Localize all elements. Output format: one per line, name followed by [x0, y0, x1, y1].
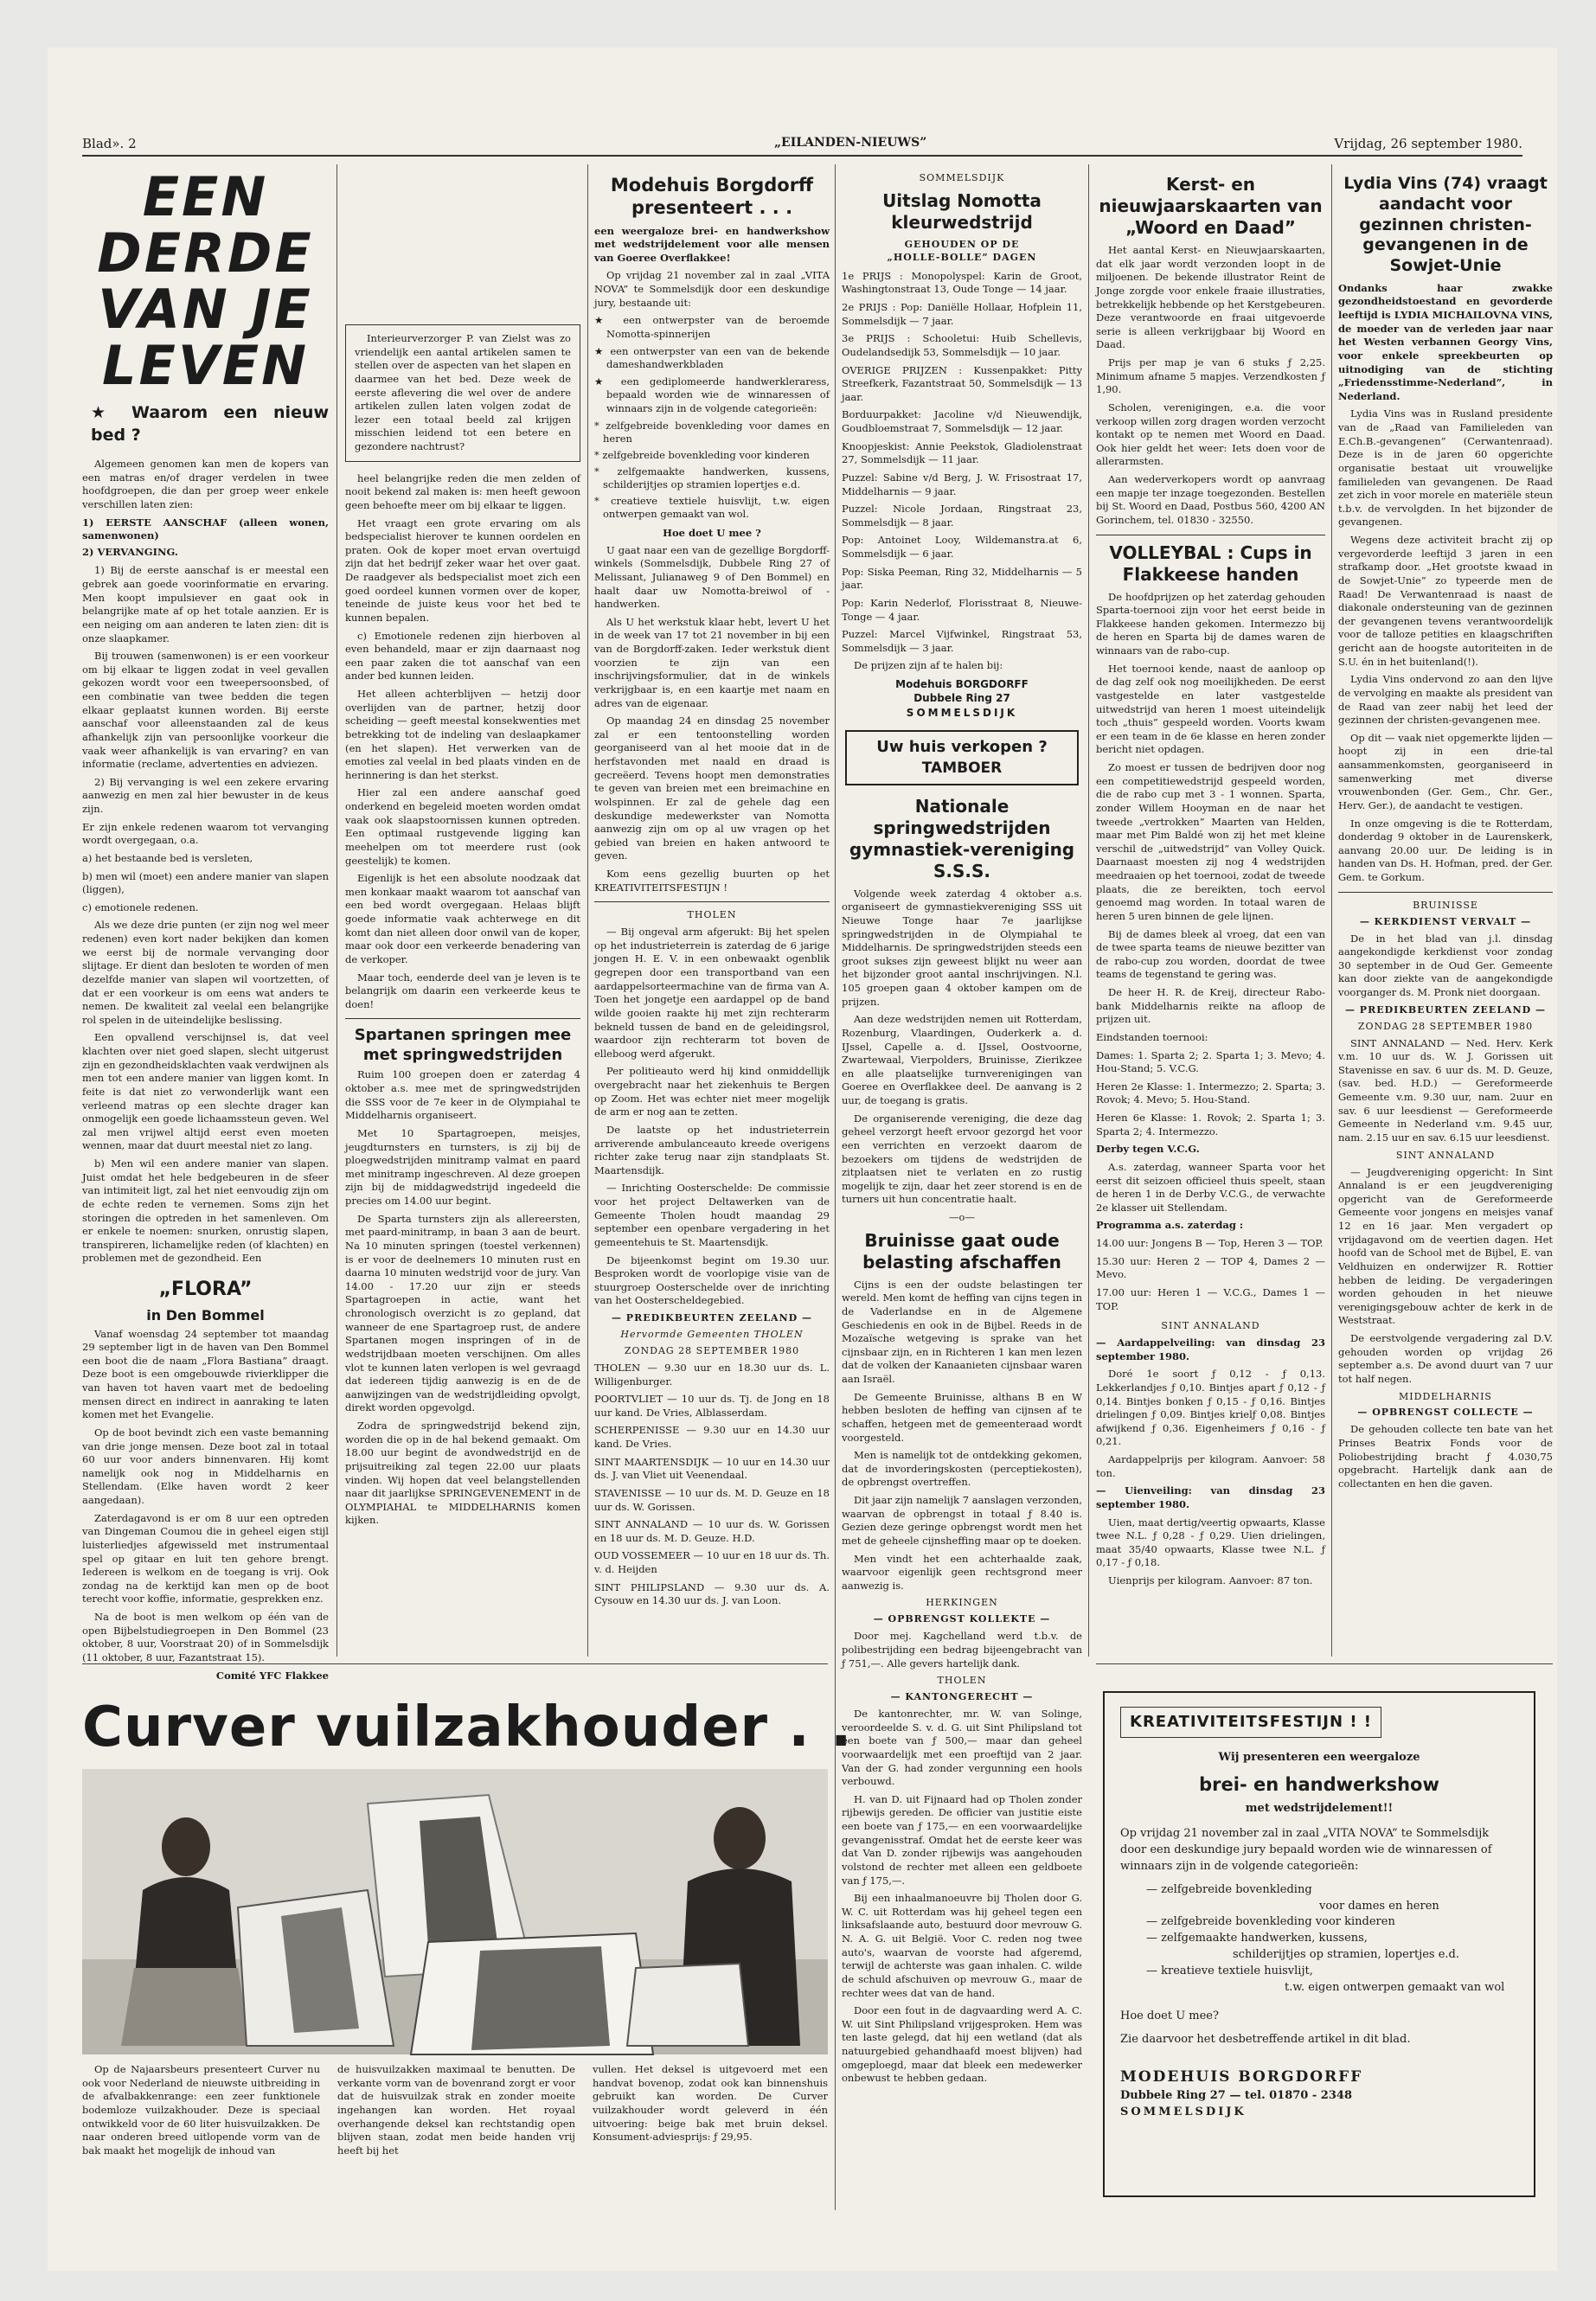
list-item: ★ een gediplomeerde handwerkleraress, bepaald worden wie de winnaressen of winnaars zijn in de volgende categorieën:: [594, 375, 830, 414]
prize-item: 2e PRIJS : Pop: Daniëlle Hollaar, Hofplein 11, Sommelsdijk — 7 jaar.: [842, 301, 1082, 327]
ad-item: — zelfgebreide bovenkleding voor kinderen: [1146, 1915, 1395, 1929]
paragraph: De organiserende vereniging, die deze dag geheel verzorgt heeft ervoor gezorgd het voor een verrichten en verzoekt daarom de bezoekers om tijdens de wedstrijden de zitplaatsen niet te verlaten en zo rustig mogelijk te zijn, daar het zeer storend is en de turners uit hun concentratie haalt.: [842, 1112, 1082, 1206]
paragraph: Aan wederverkopers wordt op aanvraag een mapje ter inzage toegezonden. Bestellen bij St. Woord en Daad, Postbus 560, 4200 AN Gorinchem, tel. 01830 - 32550.: [1096, 473, 1325, 526]
prize-item: Borduurpakket: Jacoline v/d Nieuwendijk, Goudbloemstraat 7, Sommelsdijk — 12 jaar.: [842, 408, 1082, 435]
ad-item: — zelfgebreide bovenkleding: [1146, 1882, 1312, 1896]
paragraph: Volgende week zaterdag 4 oktober a.s. organiseert de gymnastiekvereniging SSS uit Nieuwe Tonge haar 7e jaarlijkse springwedstrijden in de Olympiahal te Middelharnis. De springwedstrijden steeds een groot sukses zijn geweest blijkt nu weer aan het bijzonder groot aantal inschrijvingen. N.l. 105 groepen gaan 4 oktober kampen om de prijzen.: [842, 887, 1082, 1008]
paragraph: Met 10 Spartagroepen, meisjes, jeugdturnsters en turnsters, is zij bij de ploegwedstrijden minitramp valmat en paard met minitramp ingeschreven. Al deze groepen zijn bij de middagwedstrijd ingedeeld die precies om 14.00 uur begint.: [345, 1126, 580, 1207]
paragraph: Lydia Vins was in Rusland presidente van de „Raad van Familieleden van E.Ch.B.-gevangenen” (Cerwantenraad). Deze is in de jaren 60 opgerichte organisatie bestaat uit vrouwelijke familieleden van gevangenen. De Raad zet zich in voor morele en materiële steun t.b.v. de vervolgden. In het bijzonder de gevangenen.: [1338, 407, 1553, 529]
subheading: Hoe doet U mee ?: [663, 527, 761, 539]
paragraph: Door een fout in de dagvaarding werd A. C. W. uit Sint Philipsland vrijgesproken. Hem was ten laste gelegd, dat hij een wetland (dat als natuurgebied gehandhaafd moest blijven) had omgeploegd, maar dat bleek een medewerker onbewust te hebben gedaan.: [842, 2004, 1082, 2085]
paragraph: Cijns is een der oudste belastingen ter wereld. Men komt de heffing van cijns tegen in de Vaderlandse en in de Algemene Geschiedenis en ook in de Bijbel. Reeds in de Mozaïsche wetgeving is sprake van het cijnsbaar zijn, en in Richteren 1 kan men lezen dat de volken der Kanaanieten cijnsbaar waren aan Israël.: [842, 1278, 1082, 1385]
paragraph: De in het blad van j.l. dinsdag aangekondigde kerkdienst voor zondag 30 september in de Oud Ger. Gemeente kan door ziekte van de aangekondigde voorganger ds. M. Pronk niet doorgaan.: [1338, 932, 1553, 999]
section-sub: — KANTONGERECHT —: [890, 1691, 1034, 1703]
paragraph: De eerstvolgende vergadering zal D.V. gehouden worden op vrijdag 26 september a.s. De avond duurt van 7 uur tot half negen.: [1338, 1332, 1553, 1385]
curver-photo: [82, 1769, 828, 2054]
paragraph: Zo moest er tussen de bedrijven door nog een competitiewedstrijd gespeeld worden, die de rabo cup met 3 - 1 wonnen. Sparta, zonder Willem Hooyman en de naar het tweede „vertrokken” Maarten van Helden, maar met Pim Baldé won zij het met kleine verschil de „uitwedstrijd” van Volley Quick. Daarnaast moesten zij nog 4 wedstrijden meedraaien op het toernooi, zodat de tweede plaats, die ze bereikten, toch eervol genoemd mag worden. In totaal waren de heren 5 uren binnen de gele lijnen.: [1096, 761, 1325, 922]
paper-name: „EILANDEN-NIEUWS”: [774, 136, 927, 150]
paragraph: Bij een inhaalmanoeuvre bij Tholen door G. W. C. uit Rotterdam was hij geheel tegen een linksafslaande auto, bestuurd door mevrouw G. N. A. G. uit België. Voor C. reden nog twee auto's, waarvan de voorste had afgeremd, terwijl de achterste was gaan inhalen. C. wilde de schuld afschuiven op mevrouw G., maar de rechter wees dat van de hand.: [842, 1892, 1082, 1999]
prize-item: 3e PRIJS : Schooletui: Huib Schellevis, Oudelandsedijk 53, Sommelsdijk — 10 jaar.: [842, 332, 1082, 358]
ad-line: TAMBOER: [921, 759, 1003, 777]
paragraph: Het aantal Kerst- en Nieuwjaarskaarten, dat elk jaar wordt verzonden loopt in de miljoenen. De bekende illustrator Reint de Jonge zorgde voor enkele fraaie illustraties, betrekkelijk hebbende op het Kerstgebeuren. Deze verantwoorde en fraai uitgevoerde serie is alleen verkrijgbaar bij Woord en Daad.: [1096, 244, 1325, 351]
paragraph: b) Men wil een andere manier van slapen. Juist omdat het hele bedgebeuren in de sfeer van intimiteit ligt, zal het niet eenvoudig zijn om de echte reden te vernemen. Soms zijn het storingen die optreden in het samenleven. Om er enkele te noemen: snurken, onrustig slapen, transpireren, lichamelijke reden (of klachten) en problemen met de gezondheid. Een: [82, 1157, 329, 1265]
paragraph: Algemeen genomen kan men de kopers van een matras en/of drager verdelen in twee hoofdgroepen, die dan per groep weer enkele verschillen laten zien:: [82, 458, 329, 510]
paragraph: Zaterdagavond is er om 8 uur een optreden van Dingeman Coumou die in geheel eigen stijl luisterliedjes afgewisseld met instrumentaal spel op gitaar en luit ten gehore brengt. Iedereen is welkom en de toegang is vrij. Ook zondag na de kerktijd kan men op de boot terecht voor koffie, informatie, gesprekken enz.: [82, 1511, 329, 1606]
list-item: SCHERPENISSE — 9.30 uur en 14.30 uur kand. De Vries.: [594, 1424, 830, 1451]
result-line: Dames: 1. Sparta 2; 2. Sparta 1; 3. Mevo; 4. Hou-Stand; 5. V.C.G.: [1096, 1048, 1325, 1075]
paragraph: — Aardappelveiling: van dinsdag 23 september 1980.: [1096, 1336, 1325, 1362]
paragraph: Aardappelprijs per kilogram. Aanvoer: 58 ton.: [1096, 1453, 1325, 1479]
list-item: SINT MAARTENSDIJK — 10 uur en 14.30 uur ds. J. van Vliet uit Veenendaal.: [594, 1455, 830, 1482]
jury-list: [594, 314, 830, 415]
paragraph: Aan deze wedstrijden nemen uit Rotterdam, Rozenburg, Vlaardingen, Ouderkerk a. d. IJssel, Capelle a. d. IJssel, Oostvoorne, Zwartewaal, Vierpolders, Bruinisse, Zierikzee en alle plaatselijke turnverenigingen van Goeree en Overflakkee deel. De aanvang is 2 uur, de toegang is gratis.: [842, 1013, 1082, 1106]
signature: Comité YFC Flakkee: [215, 1669, 329, 1682]
paragraph: a) het bestaande bed is versleten,: [82, 851, 253, 864]
prize-item: Puzzel: Nicole Jordaan, Ringstraat 23, Sommelsdijk — 8 jaar.: [842, 503, 1082, 529]
list-item: THOLEN — 9.30 uur en 18.30 uur ds. L. Willigenburger.: [594, 1361, 830, 1388]
signature: SOMMELSDIJK: [906, 706, 1018, 719]
ad-item: — zelfgemaakte handwerken, kussens,: [1146, 1932, 1368, 1945]
section-sub: Hervormde Gemeenten THOLEN: [620, 1329, 804, 1341]
section-head: SOMMELSDIJK: [919, 172, 1005, 183]
paragraph: Lydia Vins ondervond zo aan den lijve de vervolging en maakte als president van de Raad van zeer nabij het leed der gezinnen der christen-gevangenen mee.: [1338, 673, 1553, 727]
ad-paragraph: Op vrijdag 21 november zal in zaal „VITA NOVA” te Sommelsdijk door een deskundige jury bepaald worden wie de winnaressen of winnaars zijn in de volgende categorieën:: [1120, 1827, 1492, 1873]
paragraph: c) Emotionele redenen zijn hierboven al even behandeld, maar er zijn daarnaast nog een paar zaken die tot aanschaf van een ander bed kunnen leiden.: [345, 629, 580, 683]
ad-line: Wij presenteren een weergaloze: [1218, 1751, 1420, 1765]
ad-line: met wedstrijdelement!!: [1245, 1802, 1394, 1816]
paragraph: U gaat naar een van de gezellige Borgdorff-winkels (Sommelsdijk, Dubbele Ring 27 of Melissant, Julianaweg 9 of Den Bommel) en haalt daar uw Nomotta-breiwol of -handwerken.: [594, 543, 830, 611]
list-item: 1) EERSTE AANSCHAF (alleen wonen, samenwonen): [82, 516, 329, 542]
kreativiteitsfestijn-ad: [1103, 1691, 1535, 2197]
paragraph: een weergaloze brei- en handwerkshow met wedstrijdelement voor alle mensen van Goeree Overflakkee!: [594, 224, 830, 264]
paragraph: Als we deze drie punten (er zijn nog wel meer redenen) even kort nader bekijken dan komen we eerst bij de normale vervanging door slijtage. Er dient dan besloten te worden of men dezelfde manier van slapen wil voortzetten, of dat er een voorkeur is om eens wat anders te nemen. De kwaliteit zal veelal een belangrijke rol spelen in de uiteindelijke beslissing.: [82, 919, 329, 1026]
article-title-line2: VAN JE LEVEN: [98, 278, 313, 398]
paragraph: Doré 1e soort ƒ 0,12 - ƒ 0,13. Lekkerlandjes ƒ 0,10. Bintjes apart ƒ 0,12 - ƒ 0,14. Bintjes bonken ƒ 0,15 - ƒ 0,16. Bintjes drielingen ƒ 0,09. Bintjes krielƒ 0,08. Bintjes afwijkend ƒ 0,36. Eigenheimers ƒ 0,16 - ƒ 0,21.: [1096, 1368, 1325, 1448]
section-sub: — OPBRENGST COLLECTE —: [1357, 1407, 1534, 1419]
paragraph: De kantonrechter, mr. W. van Solinge, veroordeelde S. v. d. G. uit Sint Philipsland tot een boete van ƒ 500,— maar dan geheel voorwaardelijk met een proeftijd van 2 jaar. Van der G. had zonder vergunning een hools verbouwd.: [842, 1708, 1082, 1788]
ad-item: schilderijtjes op stramien, lopertjes e.d.: [1233, 1948, 1460, 1962]
column-6: [1338, 169, 1553, 1657]
prize-item: Puzzel: Sabine v/d Berg, J. W. Frisostraat 17, Middelharnis — 9 jaar.: [842, 471, 1082, 497]
paragraph: Ruim 100 groepen doen er zaterdag 4 oktober a.s. mee met de springwedstrijden die SSS voor de 7e keer in de Olympiahal te Middelharnis organiseert.: [345, 1068, 580, 1122]
paragraph: Kom eens gezellig buurten op het KREATIVITEITSFESTIJN !: [594, 868, 830, 894]
modehuis-title: Modehuis Borgdorff presenteert . . .: [610, 175, 814, 219]
paragraph: Een opvallend verschijnsel is, dat veel klachten over niet goed slapen, slecht uitgerust zijn en gezondheidsklachten vaak verdwijnen als men tot een andere manier van liggen komt. In feite is dat niet zo verwonderlijk want een verleend matras op een slechte drager kan onmogelijk een goede lichaamssteun geven. Wel zal men vrijwel altijd eerst even moeten wennen, maar dat duurt meestal niet zo lang.: [82, 1031, 329, 1152]
page-header: [82, 134, 1522, 157]
ad-signature: SOMMELSDIJK: [1120, 2105, 1247, 2118]
paragraph: Men is namelijk tot de ontdekking gekomen, dat de invorderingskosten (perceptiekosten), de opbrengst overtreffen.: [842, 1449, 1082, 1489]
result-line: Heren 2e Klasse: 1. Intermezzo; 2. Sparta; 3. Rovok; 4. Mevo; 5. Hou-Stand.: [1096, 1080, 1325, 1106]
ad-item: t.w. eigen ontwerpen gemaakt van wol: [1285, 1980, 1505, 1994]
page-number: Blad». 2: [82, 136, 137, 151]
section-date: ZONDAG 28 SEPTEMBER 1980: [1357, 1020, 1534, 1032]
article-subtitle: ★ Waarom een nieuw bed ?: [91, 403, 329, 445]
flora-title: „FLORA”: [158, 1279, 253, 1301]
tamboer-ad: [845, 730, 1079, 785]
paragraph: 2) Bij vervanging is wel een zekere ervaring aanwezig en men zal hier bewuster in de keus zijn.: [82, 775, 329, 816]
paragraph: Scholen, verenigingen, e.a. die voor verkoop willen zorg dragen worden verzocht kontakt op te nemen met Woord en Daad. Ook hier geldt het weer: Iets doen voor de allerarmsten.: [1096, 401, 1325, 468]
paragraph: Maar toch, eenderde deel van je leven is te belangrijk om daarin een verkeerde keus te doen!: [345, 971, 580, 1010]
prize-item: Knoopjeskist: Annie Peekstok, Gladiolenstraat 27, Sommelsdijk — 11 jaar.: [842, 439, 1082, 466]
ad-signature: MODEHUIS BORGDORFF: [1120, 2068, 1363, 2086]
paragraph: Op dit — vaak niet opgemerkte lijden — hoopt zij in een drie-tal aansammenkomsten, georganiseerd in samenwerking met diverse vrouwenbonden (Ger. Gem., Chr. Ger., Herv. Ger.), de aandacht te vestigen.: [1338, 731, 1553, 811]
result-line: Heren 6e Klasse: 1. Rovok; 2. Sparta 1; 3. Sparta 2; 4. Intermezzo.: [1096, 1112, 1325, 1138]
ad-line: Hoe doet U mee?: [1120, 2009, 1219, 2022]
paragraph: Prijs per map je van 6 stuks ƒ 2,25. Minimum afname 5 mapjes. Verzendkosten ƒ 1,90.: [1096, 356, 1325, 396]
paragraph: Op de Najaarsbeurs presenteert Curver nu ook voor Nederland de nieuwste uitbreiding in de afvalbakkenrange: een zeer funktionele bodemloze vuilzakhouder. Deze is speciaal ontwikkeld voor de 60 liter huisvuilzakken. De naar onderen breed uitlopende vorm van de bak maakt het mogelijk de inhoud van: [82, 2063, 320, 2157]
column-5: [1096, 169, 1325, 1657]
list: [82, 516, 329, 560]
list-item: SINT PHILIPSLAND — 9.30 uur ds. A. Cysouw en 14.30 uur ds. J. van Loon.: [594, 1580, 830, 1607]
paragraph: Op de boot bevindt zich een vaste bemanning van drie jonge mensen. Deze boot zal in totaal 60 uur voor anders binnenvaren. Hij komt namelijk ook nog in Middelharnis en Stellendam. (Elke haven wordt 2 keer aangedaan).: [82, 1426, 329, 1507]
paragraph: De heer H. R. de Kreij, directeur Rabo-bank Middelharnis reikte na afloop de prijzen uit.: [1096, 986, 1325, 1026]
signature: Dubbele Ring 27: [913, 692, 1010, 705]
paragraph: De prijzen zijn af te halen bij:: [854, 659, 1003, 672]
paragraph: Ondanks haar zwakke gezondheidstoestand en gevorderde leeftijd is LYDIA MICHAILOVNA VINS, de moeder van de verleden jaar naar het Westen verbannen Georgy Vins, voor enkele spreekbeurten op uitnodiging van de stichting „Friedensstimme-Nederland”, in Nederland.: [1338, 281, 1553, 402]
program-line: 14.00 uur: Jongens B — Top, Heren 3 — TOP.: [1096, 1237, 1324, 1249]
ad-line: Zie daarvoor het desbetreffende artikel in dit blad.: [1120, 2032, 1411, 2046]
paragraph: Hier zal een andere aanschaf goed onderkend en begeleid moeten worden omdat vaak ook slaapstoornissen kunnen optreden. Een optimaal rustgevende ligging kan meehelpen om tot meerdere rust (ook geestelijk) te komen.: [345, 786, 580, 867]
paragraph: 1) Bij de eerste aanschaf is er meestal een gebrek aan goede voorinformatie en ervaring. Men koopt impulsiever en gaat ook in belangrijke mate af op het totale aanzien. Er is een neiging om aan anderen te laten zien: dit is onze slaapkamer.: [82, 564, 329, 644]
prize-item: OVERIGE PRIJZEN : Kussenpakket: Pitty Streefkerk, Fazantstraat 50, Sommelsdijk — 13 jaar.: [842, 363, 1082, 403]
lydia-vins-title: Lydia Vins (74) vraagt aandacht voor gezinnen christen-gevangenen in de Sowjet-Unie: [1343, 174, 1548, 275]
paragraph: Uienprijs per kilogram. Aanvoer: 87 ton.: [1108, 1574, 1313, 1587]
paragraph: c) emotionele redenen.: [82, 901, 199, 913]
curver-text-3: [593, 2063, 828, 2219]
column-1: [82, 165, 329, 1682]
ad-line: Uw huis verkopen ?: [876, 738, 1048, 757]
paragraph: Men vindt het een achterhaalde zaak, waarvoor eigenlijk geen rechtsgrond meer aanwezig is.: [842, 1552, 1082, 1592]
column-2: [345, 324, 580, 1657]
category-list: [594, 420, 830, 522]
ad-headline: brei- en handwerkshow: [1199, 1773, 1439, 1795]
ad-title: KREATIVITEITSFESTIJN ! !: [1120, 1707, 1381, 1738]
curver-text-2: [337, 2063, 575, 2219]
paragraph: vullen. Het deksel is uitgevoerd met een handvat bovenop, zodat ook kan binnenshuis gebruikt kan worden. De Curver vuilzakhouder wordt geleverd in één uitvoering: beige bak met bruin deksel. Konsument-adviesprijs: ƒ 29,95.: [593, 2063, 828, 2144]
list-item: 2) VERVANGING.: [82, 545, 178, 558]
paragraph: Eigenlijk is het een absolute noodzaak dat men konkaar maakt waarom tot aanschaf van een bed wordt overgegaan. Helaas blijft goede informatie vaak achterwege en dit komt dan niet alleen door onwil van de koper, maar ook door een verkeerde benadering van de verkoper.: [345, 872, 580, 965]
list-item: OUD VOSSEMEER — 10 uur en 18 uur ds. Th. v. d. Heijden: [594, 1549, 830, 1576]
paragraph: De bijeenkomst begint om 19.30 uur. Besproken wordt de voorlopige visie van de stuurgroep Oosterschelde over de inrichting van het Oosterscheldegebied.: [594, 1253, 830, 1307]
paragraph: Na de boot is men welkom op één van de open Bijbelstudiegroepen in Den Bommel (23 oktober, 8 uur, Voorstraat 20) of in Sommelsdijk (11 oktober, 8 uur, Fazantstraat 15).: [82, 1611, 329, 1663]
prize-item: Pop: Karin Nederlof, Florisstraat 8, Nieuwe-Tonge — 4 jaar.: [842, 596, 1082, 623]
paragraph: Bij trouwen (samenwonen) is er een voorkeur om bij elkaar te liggen zodat in veel gevallen gekozen wordt voor een tweepersoonsbed, of een combinatie van twee bedden die tegen elkaar geplaatst kunnen worden. Bij eerste aanschaf voor alleenstaanden zal de keus afhankelijk zijn van persoonlijke voorkeur die vaak weer afhankelijk is van ervaring? en van informatie (reclame, advertenties en adviezen.: [82, 650, 329, 771]
paragraph: Op maandag 24 en dinsdag 25 november zal er een tentoonstelling worden georganiseerd van al het mooie dat in de herfstavonden met naald en draad is gecreëerd. Tevens hoopt men demonstraties te geven van breien met een breimachine en wolspinnen. Er zal de gehele dag een deskundige medewerkster van Nomotta aanwezig zijn om op al uw vragen op het gebied van breien en haken antwoord te geven.: [594, 715, 830, 862]
paragraph: SINT ANNALAND — Ned. Herv. Kerk v.m. 10 uur ds. W. J. Gorissen uit Stavenisse en sav. 6 uur ds. M. D. Geuze, (sav. bed. H.D.) — Gereformeerde Gemeente v.m. 9.30 uur, nam. 2uur en sav. 6 uur leesdienst — Gereformeerde Gemeente in Nederland v.m. 9.45 uur, nam. 2.15 uur en sav. 6.15 uur leesdienst.: [1338, 1036, 1553, 1144]
paragraph: Als U het werkstuk klaar hebt, levert U het in de week van 17 tot 21 november in bij een van de Borgdorff-zaken. Ieder werkstuk dient voorzien te zijn van een inschrijvingsformulier, dat in de winkels verkrijgbaar is, en een kaartje met naam en adres van de eigenaar.: [594, 615, 830, 709]
paragraph: de huisvuilzakken maximaal te benutten. De verkante vorm van de bovenrand zorgt er voor dat de huisvuilzak strak en zonder moeite ingehangen kan worden. Het royaal overhangende deksel kan rechtstandig open blijven staan, zodat men beide handen vrij heeft bij het: [337, 2063, 575, 2157]
paragraph: Door mej. Kagchelland werd t.b.v. de polibestrijding een bedrag bijeengebracht van ƒ 751,—. Alle gevers hartelijk dank.: [842, 1630, 1082, 1670]
list-item: * zelfgebreide bovenkleding voor dames en heren: [594, 419, 830, 445]
paragraph: Per politieauto werd hij kind onmiddellijk overgebracht naar het ziekenhuis te Bergen op Zoom. Het was echter niet meer mogelijk de arm er nog aan te zetten.: [594, 1065, 830, 1118]
subheading: Programma a.s. zaterdag :: [1096, 1219, 1244, 1232]
paragraph: Zodra de springwedstrijd bekend zijn, worden die op in de hal bekend gemaakt. Om 18.00 uur begint de avondwedstrijd en de prijsuitreiking zal tegen 22.00 uur plaats vinden. Wij hopen dat veel belangstellenden naar dit jaarlijkse SPRINGEVENEMENT in de OLYMPIAHAL te MIDDELHARNIS komen kijken.: [345, 1420, 580, 1527]
issue-date: Vrijdag, 26 september 1980.: [1334, 136, 1522, 151]
section-date: ZONDAG 28 SEPTEMBER 1980: [624, 1344, 800, 1356]
list-item: * zelfgemaakte handwerken, kussens, schilderijtjes op stramien lopertjes e.d.: [594, 465, 830, 491]
list-item: ★ een ontwerpster van de beroemde Nomotta-spinnerijen: [594, 314, 830, 340]
gym-title: Nationale springwedstrijden gymnastiek-vereniging S.S.S.: [849, 795, 1075, 881]
column-3: [594, 169, 830, 1657]
section-head: SINT ANNALAND: [1395, 1149, 1496, 1161]
curver-text-1: [82, 2063, 320, 2219]
section-head: THOLEN: [687, 909, 737, 921]
intro-box: Interieurverzorger P. van Zielst was zo vriendelijk een aantal artikelen samen te stellen over de aspecten van het slapen en daarmee van het bed. Deze week de eerste aflevering die wel over de andere artikelen zullen laten volgen zodat de lezer een totaal beeld zal krijgen misschien leidend tot een betere en gezondere nachtrust?: [345, 324, 580, 462]
list-item: * creatieve textiele huisvlijt, t.w. eigen ontwerpen gemaakt van wol.: [594, 494, 830, 521]
section-head: MIDDELHARNIS: [1399, 1390, 1492, 1402]
section-sub: — OPBRENGST KOLLEKTE —: [873, 1613, 1051, 1625]
section-head: — PREDIKBEURTEN ZEELAND —: [611, 1312, 813, 1324]
prize-item: Pop: Antoinet Looy, Wildemanstra.at 6, Sommelsdijk — 6 jaar.: [842, 534, 1082, 561]
paragraph: Het alleen achterblijven — hetzij door overlijden van de partner, hetzij door scheiding — geeft meestal konsekwenties met betrekking tot de indeling van deslaapkamer (en het slapen). Het verwerken van de emoties zal veelal in bed plaats vinden en de herinnering is dan het sterkst.: [345, 688, 580, 781]
list-item: ★ een ontwerpster van een van de bekende dameshandwerkbladen: [594, 344, 830, 371]
list-item: SINT ANNALAND — 10 uur ds. W. Gorissen en 18 uur ds. M. D. Geuze. H.D.: [594, 1518, 830, 1544]
ad-item: voor dames en heren: [1319, 1899, 1439, 1913]
section-sub: — KERKDIENST VERVALT —: [1359, 915, 1532, 927]
list-item: POORTVLIET — 10 uur ds. Tj. de Jong en 18 uur kand. De Vries, Alblasserdam.: [594, 1393, 830, 1419]
woord-daad-title: Kerst- en nieuwjaarskaarten van „Woord en Daad”: [1099, 174, 1323, 238]
flora-subtitle: in Den Bommel: [146, 1306, 265, 1324]
section-head: BRUINISSE: [1413, 899, 1478, 911]
paragraph: — Jeugdvereniging opgericht: In Sint Annaland is er een jeugdvereniging opgericht van de Gereformeerde Gemeente voor jongens en meisjes vanaf 12 en 16 jaar. Men vergadert op vrijdagavond om de veertien dagen. Het hoofd van de School met de Bijbel, E. van Veldhuizen en onderwijzer R. Rottier hebben de leiding. De vergaderingen worden gehouden in het nieuwe verenigingsgebouw achter de kerk in de Weststraat.: [1338, 1165, 1553, 1327]
volleybal-title: VOLLEYBAL : Cups in Flakkeese handen: [1109, 542, 1312, 585]
section-head: — PREDIKBEURTEN ZEELAND —: [1344, 1003, 1547, 1016]
prize-item: 1e PRIJS : Monopolyspel: Karin de Groot, Washingtonstraat 13, Oude Tonge — 14 jaar.: [842, 269, 1082, 296]
list-item: STAVENISSE — 10 uur ds. M. D. Geuze en 18 uur ds. W. Gorissen.: [594, 1486, 830, 1513]
paragraph: Het toernooi kende, naast de aanloop op de dag zelf ook nog moeilijkheden. De eerst vastgestelde en later vastgestelde uitwedstrijd van heren 1 moest uiteindelijk toch „thuis” gespeeld worden. Voorts kwam er een team in de 6e klasse en heren zonder bericht niet opdagen.: [1096, 662, 1325, 756]
section-sub: GEHOUDEN OP DE: [904, 238, 1020, 250]
subheading: Derby tegen V.C.G.: [1096, 1143, 1200, 1156]
section-head: HERKINGEN: [926, 1597, 998, 1609]
ad-signature: Dubbele Ring 27 — tel. 01870 - 2348: [1120, 2088, 1352, 2102]
paragraph: Wegens deze activiteit bracht zij op vergevorderde leeftijd 3 jaren in een strafkamp door. „Het grootste kwaad in de Sowjet-Unie” zo typeerde men de Raad! De Verwantenraad is naast de diakonale ondersteuning van de gezinnen der gevangenen tevens verantwoordelijk voor de talloze petities en klaagschriften gericht aan de hoogste autoriteiten in de S.U. én in het buitenland(!).: [1338, 534, 1553, 668]
paragraph: — Inrichting Oosterschelde: De commissie voor het project Deltawerken van de Gemeente Tholen houdt maandag 29 september een openbare vergadering in het gemeentehuis te St. Maartensdijk.: [594, 1182, 830, 1248]
paragraph: H. van D. uit Fijnaard had op Tholen zonder rijbewijs gereden. De officier van justitie eiste een boete van ƒ 175,— en een voorwaardelijke gevangenisstraf. Omdat het de eerste keer was dat Van D. zonder rijbewijs was aangehouden volstond de rechter met alleen een geldboete van ƒ 175,—.: [842, 1792, 1082, 1887]
paragraph: A.s. zaterdag, wanneer Sparta voor het eerst dit seizoen officieel thuis speelt, staan de heren 1 in de Derby V.C.G., de verwachte 2e klasser uit Stellendam.: [1096, 1160, 1325, 1214]
section-head: SINT ANNALAND: [1161, 1320, 1260, 1332]
ad-item: — kreatieve textiele huisvlijt,: [1146, 1964, 1313, 1977]
spartanen-title: Spartanen springen mee met springwedstrijden: [354, 1026, 572, 1064]
paragraph: — Uienveiling: van dinsdag 23 september 1980.: [1096, 1484, 1325, 1510]
prize-item: Pop: Siska Peeman, Ring 32, Middelharnis — 5 jaar.: [842, 565, 1082, 592]
program-line: 17.00 uur: Heren 1 — V.C.G., Dames 1 — TOP.: [1096, 1285, 1325, 1312]
paragraph: Bij de dames bleek al vroeg, dat een van de twee sparta teams de nieuwe bezitter van de rabo-cup zou worden, doordat de twee teams de tegenstand te gering was.: [1096, 927, 1325, 981]
paragraph: Het vraagt een grote ervaring om als bedspecialist hierover te kunnen oordelen en praten. Ook de koper moet ervan overtuigd zijn dat het bedrijf zeker waar het over gaat. De raadgever als bedspecialist moet zich een goed oordeel kunnen vormen over de koper, teneinde de juiste keus voor het bed te kunnen bepalen.: [345, 516, 580, 624]
paragraph: Eindstanden toernooi:: [1096, 1030, 1208, 1043]
paragraph: Op vrijdag 21 november zal in zaal „VITA NOVA” te Sommelsdijk door een deskundige jury, bestaande uit:: [594, 269, 830, 309]
paragraph: De Gemeente Bruinisse, althans B en W hebben besloten de heffing van cijnsen af te schaffen, hetgeen met de gemeenteraad wordt voorgesteld.: [842, 1390, 1082, 1444]
paragraph: Dit jaar zijn namelijk 7 aanslagen verzonden, waarvan de opbrengst in totaal ƒ 8.40 is. Gezien deze geringe opbrengst wordt men het met de geheele cijnsheffing maar op te doeken.: [842, 1494, 1082, 1547]
paragraph: Uien, maat dertig/veertig opwaarts, Klasse twee N.L. ƒ 0,28 - ƒ 0,29. Uien drielingen, maat 35/40 opwaarts, Klasse twee N.L. ƒ 0,17 - ƒ 0,18.: [1096, 1516, 1325, 1569]
curver-title: Curver vuilzakhouder . .: [82, 1695, 853, 1759]
paragraph: De Sparta turnsters zijn als allereersten, met paard-minitramp, in baan 3 aan de beurt. Na 10 minuten springen (toestel verkennen) is er voor de deelnemers 10 minuten rust en daarna 10 minuten wedstrijd voor de jury. Van 14.00 - 17.20 uur zijn er steeds Spartagroepen in actie, want het chronologisch overzicht is zo gepland, dat wanneer de ene Spartagroep rust, de andere Spartanen mogen inspringen of in de wedstrijdbaan moeten verschijnen. Om alles vlot te kunnen laten verlopen is wel gevraagd dat iedereen tijdig aanwezig is en de de aanwijzingen van de wedstrijdleiding opvolgt, direkt worden opgevolgd.: [345, 1212, 580, 1414]
paragraph: heel belangrijke reden die men zelden of nooit bekend zal maken is: men heeft gewoon geen behoefte meer om bij elkaar te liggen.: [345, 471, 580, 511]
paragraph: Vanaf woensdag 24 september tot maandag 29 september ligt in de haven van Den Bommel een boot die de naam „Flora Bastiana” draagt. Deze boot is een omgebouwde rivierklipper die van haven tot haven vaart met de bedoeling mensen direct en indirect in aanraking te laten komen met het Evangelie.: [82, 1327, 329, 1421]
bruinisse-title: Bruinisse gaat oude belasting afschaffen: [862, 1229, 1061, 1272]
newspaper-page: [48, 48, 1557, 2271]
article-title-line1: EEN DERDE: [97, 165, 314, 285]
paragraph: Er zijn enkele redenen waarom tot vervanging wordt overgegaan, o.a.: [82, 820, 329, 847]
paragraph: De laatste op het industrieterrein arriverende ambulanceauto kreede overigens richter zake terug naar zijn standplaats St. Maartensdijk.: [594, 1123, 830, 1176]
paragraph: In onze omgeving is die te Rotterdam, donderdag 9 oktober in de Laurenskerk, aanvang 20.00 uur. De leiding is in handen van Ds. H. Hofman, pred. der Ger. Gem. te Gorkum.: [1338, 817, 1553, 883]
paragraph: De gehouden collecte ten bate van het Prinses Beatrix Fonds voor de Poliobestrijding bracht ƒ 4.030,75 opgebracht. Hartelijk dank aan de collectanten en hen die gaven.: [1338, 1423, 1553, 1490]
section-head: THOLEN: [937, 1675, 987, 1687]
program-line: 15.30 uur: Heren 2 — TOP 4, Dames 2 — Mevo.: [1096, 1254, 1325, 1281]
prize-item: Puzzel: Marcel Vijfwinkel, Ringstraat 53, Sommelsdijk — 3 jaar.: [842, 628, 1082, 654]
paragraph: De hoofdprijzen op het zaterdag gehouden Sparta-toernooi zijn voor het eerst beide in Flakkeese handen gekomen. Intermezzo bij de heren en Sparta bij de dames waren de winnaars van de rabo-cup.: [1096, 590, 1325, 657]
column-4: [842, 169, 1082, 2210]
list-item: * zelfgebreide bovenkleding voor kinderen: [594, 448, 810, 461]
signature: Modehuis BORGDORFF: [895, 678, 1029, 691]
section-sub: „HOLLE-BOLLE” DAGEN: [887, 251, 1037, 263]
paragraph: — Bij ongeval arm afgerukt: Bij het spelen op het industrieterrein is zaterdag de 6 jarige jongen H. E. V. in een onbewaakt ogenblik gegrepen door een transportband van een aardappelsorteermachine van de firma van A. Toen het jongetje een aardappel op de band wilde gooien raakte hij met zijn rechterarm bekneld tussen de band en de geleidingsrol, waardoor zijn rechterarm tot boven de elleboog werd afgerukt.: [594, 926, 830, 1060]
divider-ornament: —o—: [949, 1211, 975, 1223]
nomotta-title: Uitslag Nomotta kleurwedstrijd: [882, 189, 1042, 233]
paragraph: b) men wil (moet) een andere manier van slapen (liggen),: [82, 869, 329, 896]
